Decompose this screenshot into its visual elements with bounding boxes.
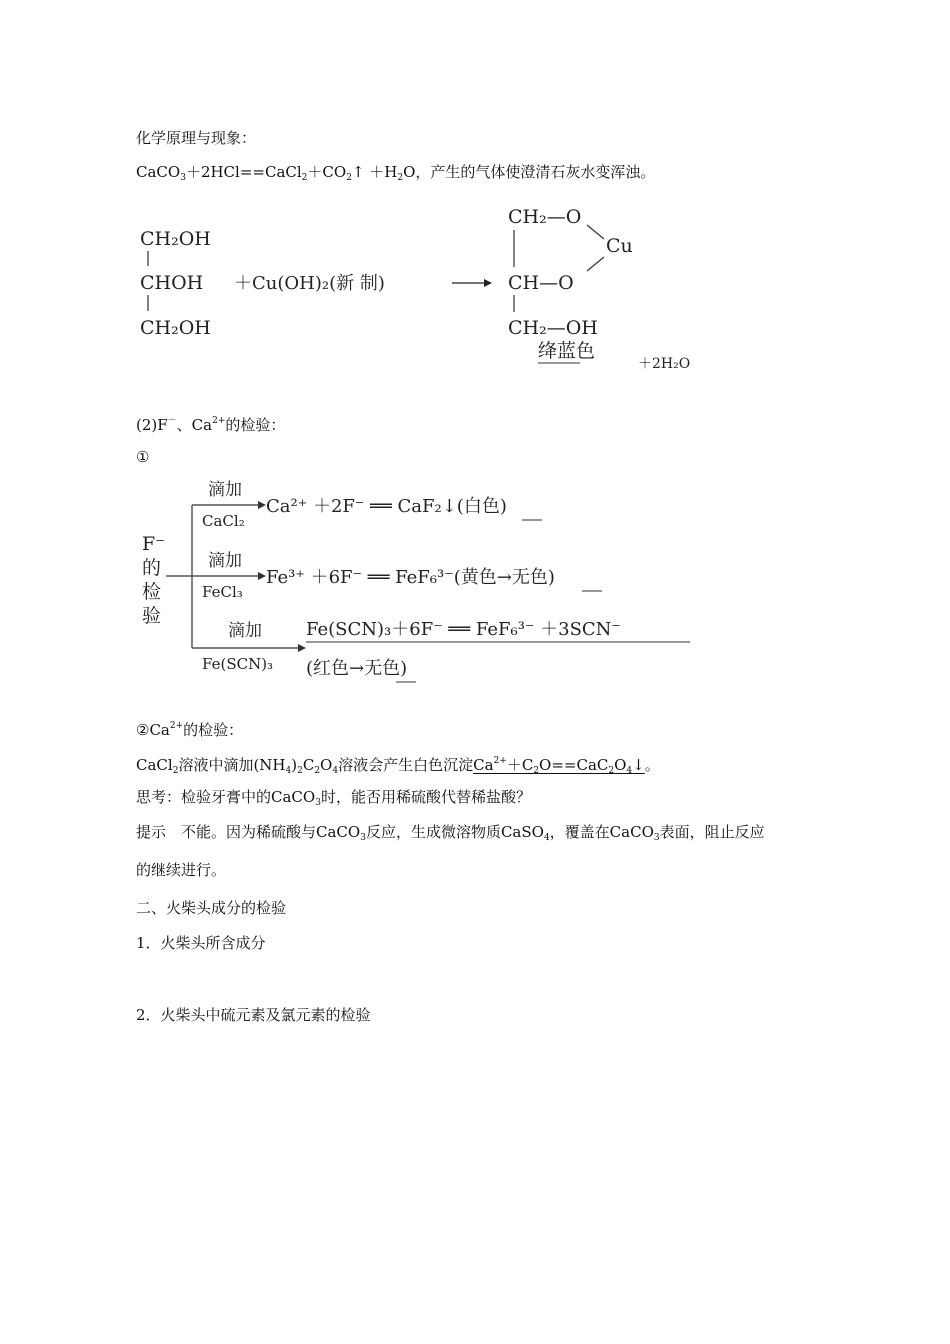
s2-part: (2)F [136,416,168,434]
equation-fef6: Fe³⁺ ＋6F⁻ ══ FeF₆³⁻(黄色→无色) [266,567,555,588]
r2-part: CaCl [136,756,173,774]
circle-two-heading [136,716,243,740]
think-part: 思考：检验牙膏中的CaCO [136,788,316,806]
principle-heading: 化学原理与现象： [136,129,257,147]
reagent-cacl2: CaCl₂ [202,512,245,530]
r2-part: C [302,756,315,774]
eq-part: O [614,756,627,774]
r2-sub: 2 [297,766,303,776]
hint-answer [136,822,765,848]
hint-part: ，覆盖在CaCO [549,823,654,841]
glycerol-choh: CHOH [140,272,204,294]
eq-part: O==CaC [539,756,609,774]
root-char: 检 [142,581,162,603]
reagent-label-above: 滴加 [228,621,262,641]
eq-part: ＋C [506,756,534,774]
r1-part: ＋2HCl==CaCl [185,163,302,181]
reagent-label-above: 滴加 [208,551,242,571]
r2-sub: 4 [285,766,292,776]
arrow-head [258,572,266,580]
r1-sub: 2 [301,173,308,183]
item-match-head-components: 1．火柴头所含成分 [136,934,266,952]
product-ch2-o: CH₂—O [508,206,582,228]
reagent-cu-oh2: ＋Cu(OH)₂(新 制) [234,273,385,294]
hint-sub: 3 [360,833,366,843]
r1-sub: 3 [180,173,186,183]
c2-part: 的检验： [183,721,244,739]
eq-sup: 2+ [493,756,507,766]
arrow-head [484,279,492,287]
color-label-deep-blue: 绛蓝色 [538,340,596,362]
s2-sup: － [167,416,177,426]
r1-part: O，产生的气体使澄清石灰水变浑浊。 [403,163,656,181]
product-cu: Cu [606,235,633,257]
section-match-head: 二、火柴头成分的检验 [136,899,287,917]
r2-part: ) [291,756,298,774]
c2-part: ②Ca [136,721,170,739]
think-question [136,787,531,813]
c2-sup: 2+ [169,721,184,731]
glycerol-ch2oh-bottom: CH₂OH [140,317,211,339]
r1-part: ↑ ＋H [351,163,398,181]
s2-sup: 2+ [212,416,226,426]
r2-part: 溶液中滴加(NH [178,756,286,774]
s2-part: 的检验： [225,416,286,434]
r2-sub: 2 [172,766,179,776]
eq-sub: 2 [608,766,615,776]
color-change-note: (红色→无色) [306,658,408,679]
equation-fe-scn: Fe(SCN)₃＋6F⁻ ══ FeF₆³⁻ ＋3SCN⁻ [306,619,621,640]
root-char: 的 [142,557,162,579]
hint-sub: 3 [653,833,660,843]
r1-sub: 2 [397,173,404,183]
think-part: 时，能否用稀硫酸代替稀盐酸？ [320,788,531,806]
r1-part: ＋CO [307,163,347,181]
glycerol-copper-diagram [130,195,730,380]
r1-part: CaCO [136,163,181,181]
reagent-fe-scn3: Fe(SCN)₃ [202,655,274,673]
product-ch-o: CH—O [508,272,574,294]
reaction-caco3-hcl [136,162,655,188]
r2-part: 。 [644,756,660,774]
hint-part: 反应，生成微溶物质CaSO [365,823,544,841]
s2-part: 、Ca [176,416,213,434]
oxalate-equation [473,756,645,774]
item-sulfur-chlorine-detection: 2．火柴头中硫元素及氯元素的检验 [136,1006,371,1024]
root-char: 验 [142,605,162,627]
r2-part: 溶液会产生白色沉淀 [338,756,474,774]
hint-part: 提示 不能。因为稀硫酸与CaCO [136,823,361,841]
r2-sub: 4 [332,766,339,776]
arrow-head [298,644,306,652]
reaction-oxalate [136,751,660,781]
hint-sub: 4 [543,833,550,843]
product-ch2-oh: CH₂—OH [508,317,598,339]
eq-part: Ca [473,756,494,774]
section-f-ca-detection [136,411,285,435]
arrow-head [258,501,266,509]
root-f-ion: F⁻ [142,533,166,555]
bond [587,257,604,271]
think-sub: 3 [315,798,321,808]
eq-part: ↓ [632,756,645,774]
fluoride-detection-diagram [130,470,710,695]
hint-part: 表面，阻止反应 [659,823,765,841]
hint-answer-line2: 的继续进行。 [136,861,227,879]
r2-part: O [320,756,333,774]
r1-sub: 2 [346,173,352,183]
reagent-label-above: 滴加 [208,480,242,500]
bond [587,225,604,239]
reagent-fecl3: FeCl₃ [202,583,243,601]
eq-sub: 2 [533,766,540,776]
eq-sub: 4 [626,766,633,776]
r2-sub: 2 [314,766,321,776]
glycerol-ch2oh-top: CH₂OH [140,228,211,250]
extra-water: ＋2H₂O [638,356,691,372]
circle-one: ① [136,448,150,466]
equation-caf2: Ca²⁺ ＋2F⁻ ══ CaF₂↓(白色) [266,496,507,517]
